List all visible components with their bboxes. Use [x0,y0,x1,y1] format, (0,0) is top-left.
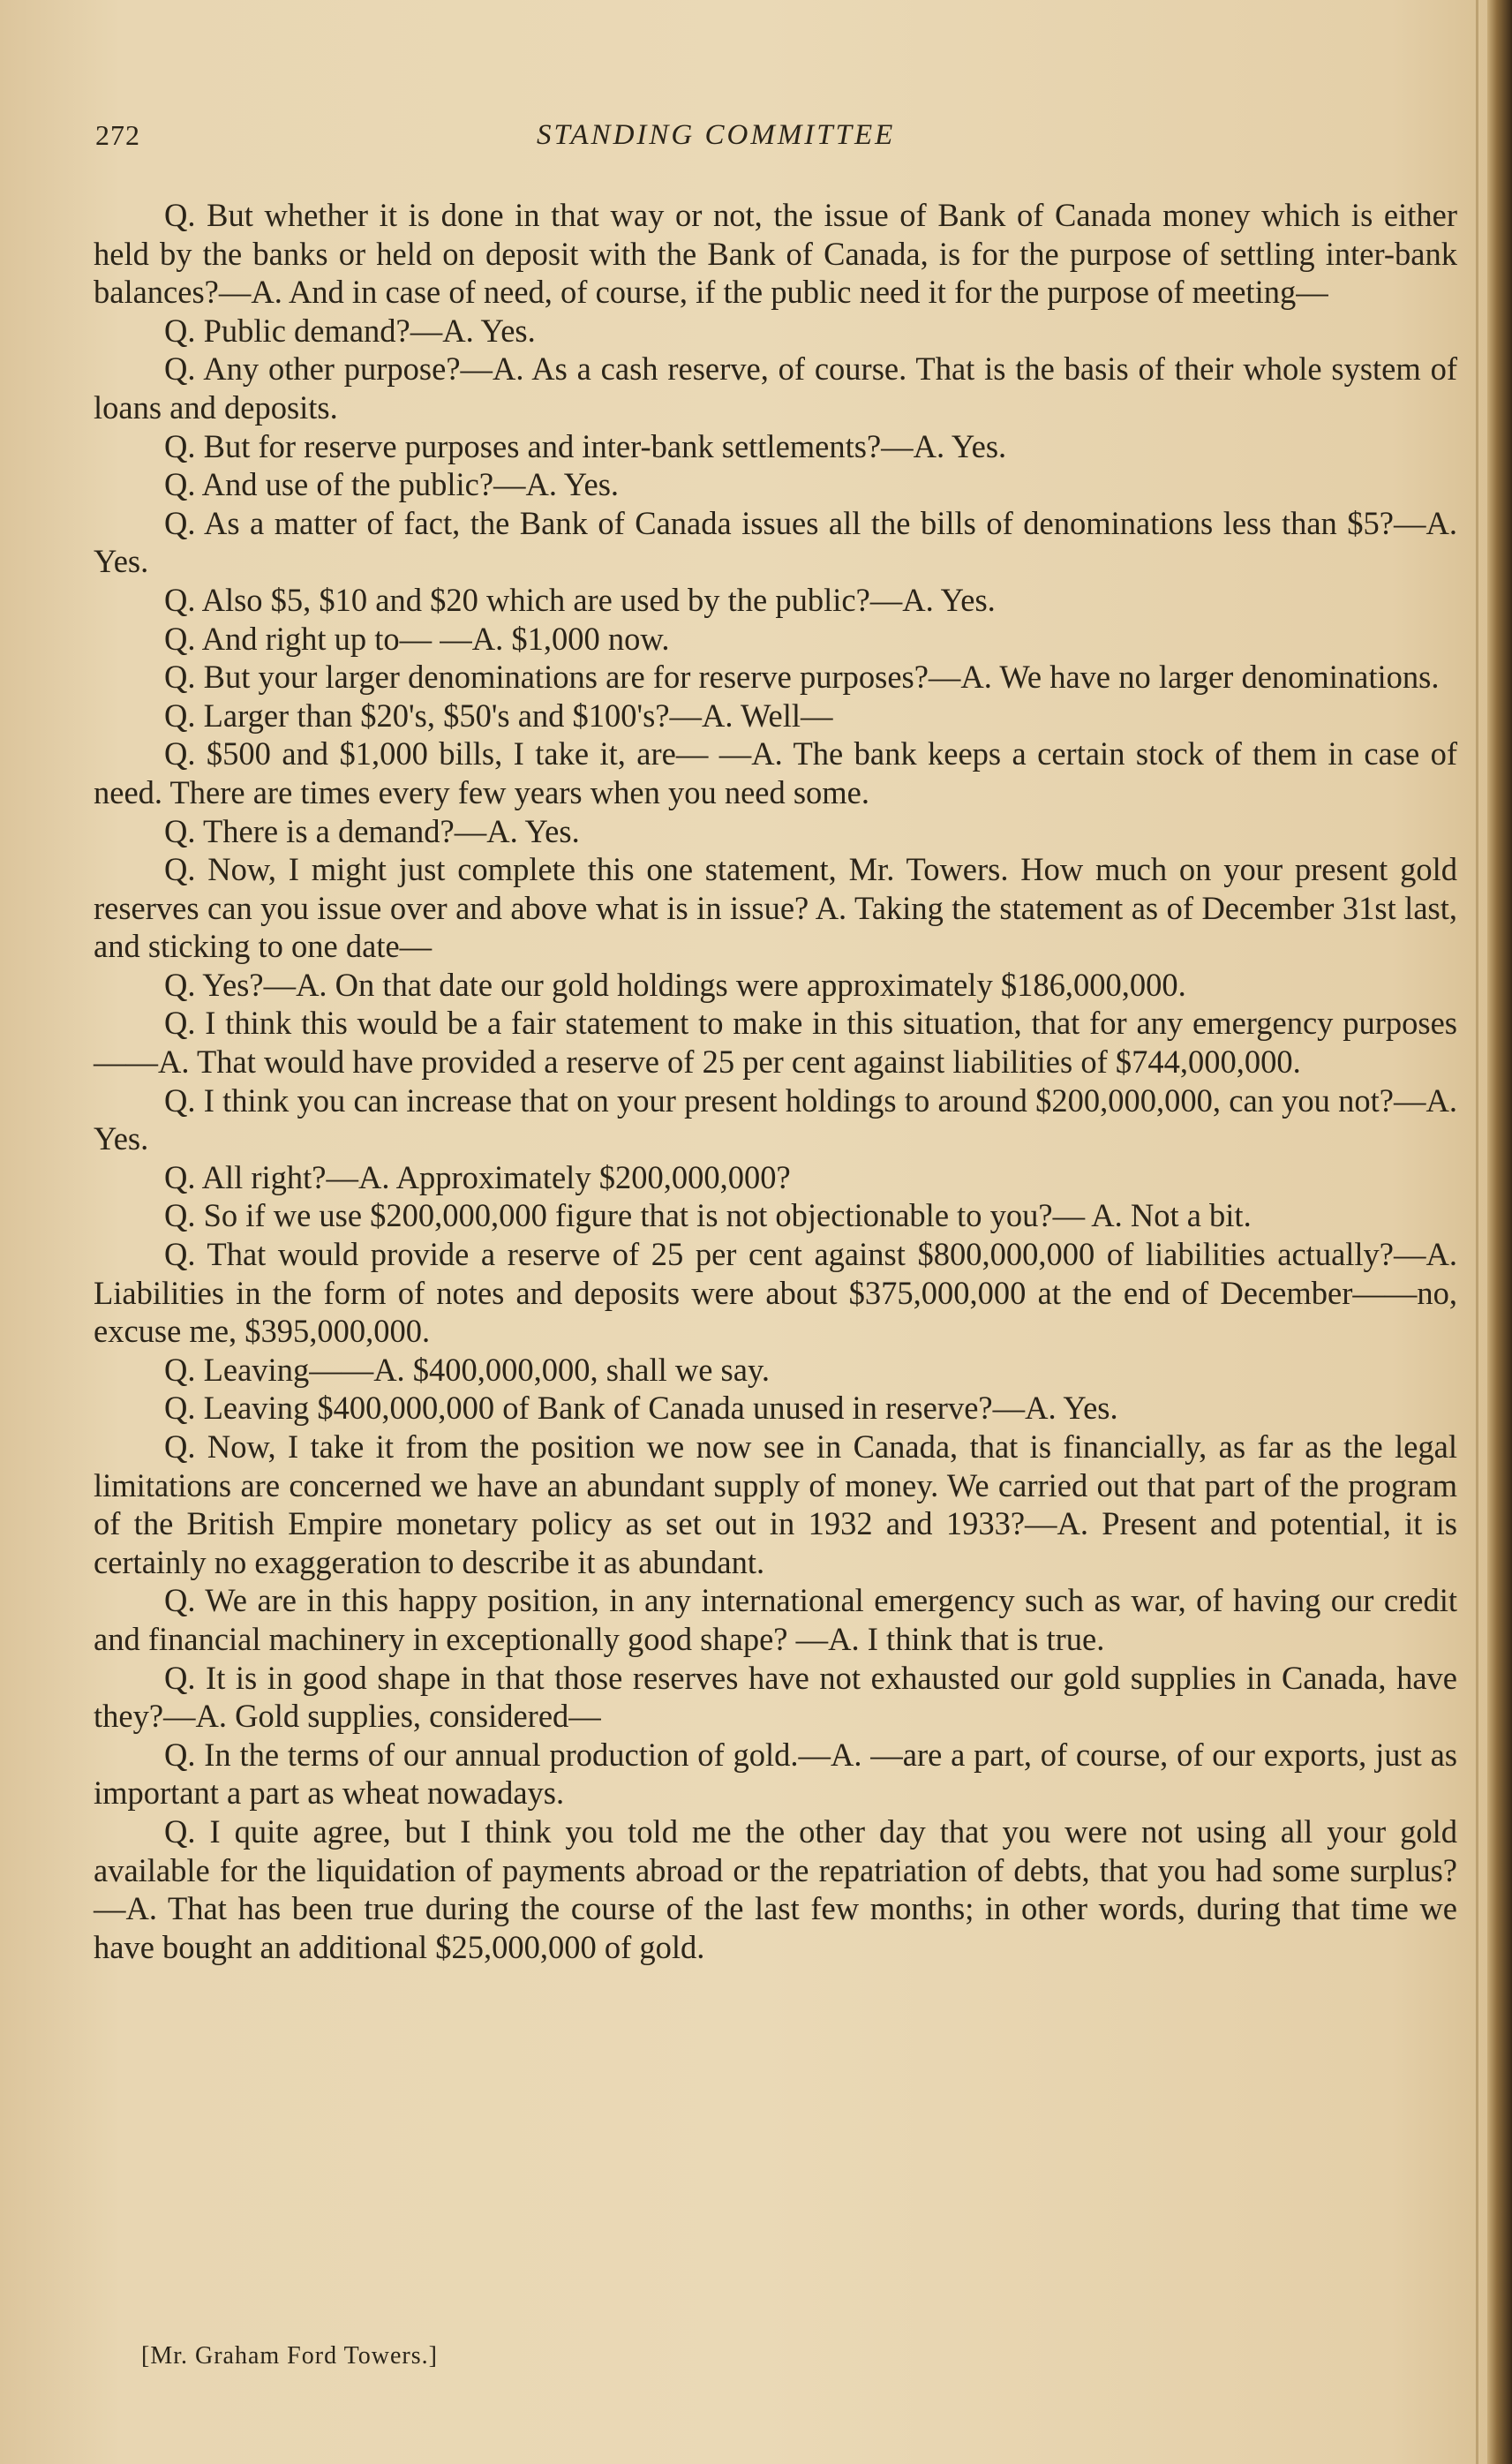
transcript-body [94,196,1457,1966]
paragraph: Q. As a matter of fact, the Bank of Canada issues all the bills of denominations less than $5?—A. Yes. [94,504,1457,580]
page-number: 272 [95,119,140,151]
paragraph: Q. $500 and $1,000 bills, I take it, are— —A. The bank keeps a certain stock of them in case of need. There are times every few years when you need some. [94,735,1457,810]
paragraph: Q. Yes?—A. On that date our gold holdings were approximately $186,000,000. [164,966,1186,1003]
paragraph: Q. Leaving——A. $400,000,000, shall we say. [164,1351,770,1388]
page-header [95,119,1419,172]
witness-note: [Mr. Graham Ford Towers.] [141,2342,438,2370]
paragraph: Q. But whether it is done in that way or not, the issue of Bank of Canada money which is either held by the banks or held on deposit with the Bank of Canada, is for the purpose of settling inter-bank balances?—A. And in case of need, of course, if the public need it for the purpose of meeting— [94,197,1457,311]
paragraph: Q. All right?—A. Approximately $200,000,000? [164,1158,791,1195]
running-head: STANDING COMMITTEE [537,119,896,151]
paragraph: Q. And use of the public?—A. Yes. [164,466,620,503]
paragraph: Q. We are in this happy position, in any international emergency such as war, of having our credit and financial machinery in exceptionally good shape? —A. I think that is true. [94,1582,1457,1657]
book-spine-edge [1487,0,1512,2464]
paragraph: Q. So if we use $200,000,000 figure that is not objectionable to you?— A. Not a bit. [164,1197,1252,1234]
paragraph: Q. In the terms of our annual production of gold.—A. —are a part, of course, of our exports, just as important a part as wheat nowadays. [94,1736,1457,1812]
paragraph: Q. I think you can increase that on your present holdings to around $200,000,000, can you not?—A. Yes. [94,1081,1457,1157]
paragraph: Q. Any other purpose?—A. As a cash reserve, of course. That is the basis of their whole system of loans and deposits. [94,350,1457,426]
paragraph: Q. Public demand?—A. Yes. [164,312,536,349]
paragraph: Q. But for reserve purposes and inter-bank settlements?—A. Yes. [164,427,1007,464]
paragraph: Q. Now, I might just complete this one statement, Mr. Towers. How much on your present gold reserves can you issue over and above what is in issue? A. Taking the statement as of December 31st last, and sticking to one date— [94,851,1457,965]
paragraph: Q. It is in good shape in that those reserves have not exhausted our gold supplies in Canada, have they?—A. Gold supplies, considered— [94,1659,1457,1735]
paragraph: Q. Leaving $400,000,000 of Bank of Canada unused in reserve?—A. Yes. [164,1390,1118,1427]
paragraph: Q. There is a demand?—A. Yes. [164,812,580,849]
paragraph: Q. Larger than $20's, $50's and $100's?—A. Well— [164,697,833,734]
paragraph: Q. And right up to— —A. $1,000 now. [164,620,670,657]
paragraph: Q. I think this would be a fair statement to make in this situation, that for any emergency purposes——A. That would have provided a reserve of 25 per cent against liabilities of $744,000,000. [94,1005,1457,1081]
paragraph: Q. But your larger denominations are for reserve purposes?—A. We have no larger denominations. [164,659,1440,696]
binding-line [1476,0,1478,2464]
paragraph: Q. I quite agree, but I think you told me the other day that you were not using all your gold available for the liquidation of payments abroad or the repatriation of debts, that you had some surplus?—A. That has been true during the course of the last few months; in other words, during that time we have bought an additional $25,000,000 of gold. [94,1812,1457,1965]
paragraph: Q. Also $5, $10 and $20 which are used by the public?—A. Yes. [164,581,996,618]
paragraph: Q. Now, I take it from the position we now see in Canada, that is financially, as far as the legal limitations are concerned we have an abundant supply of money. We carried out that part of the program of the British Empire monetary policy as set out in 1932 and 1933?—A. Present and potential, it is certainly no exaggeration to describe it as abundant. [94,1428,1457,1580]
paragraph: Q. That would provide a reserve of 25 per cent against $800,000,000 of liabilities actually?—A. Liabilities in the form of notes and deposits were about $375,000,000 at the end of December——no, excuse me, $395,000,000. [94,1236,1457,1350]
